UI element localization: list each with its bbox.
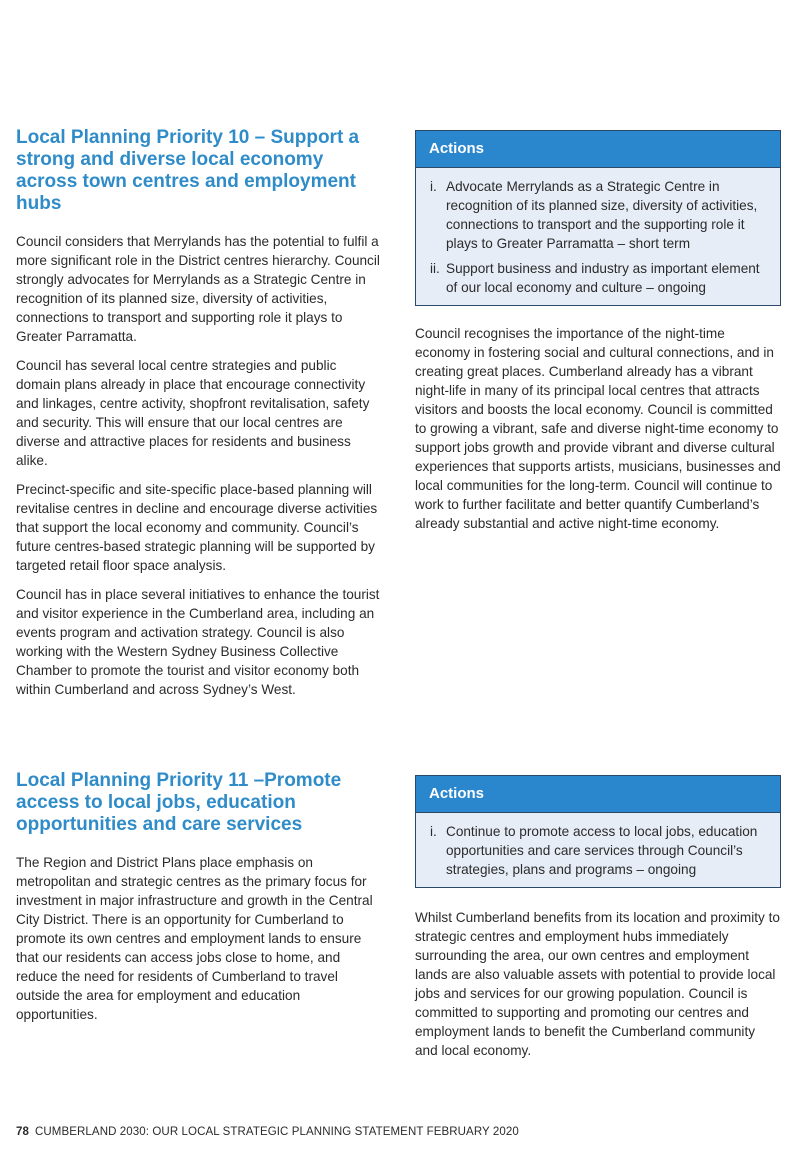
- actions-list: [416, 813, 780, 887]
- section-2-left: [16, 770, 381, 1034]
- paragraph: Council has several local centre strategies and public domain plans already in place that encourage connectivity and linkages, centre activity, shopfront revitalisation, safety and security. This will ensure that our local centres are diverse and attractive places for residents and business alike.: [16, 358, 370, 468]
- action-text: Support business and industry as important element of our local economy and culture – ongoing: [446, 261, 760, 295]
- action-text: Advocate Merrylands as a Strategic Centre in recognition of its planned size, diversity of activities, connections to transport and the supporting role it plays to Greater Parramatta – short term: [446, 179, 758, 251]
- paragraph: Council considers that Merrylands has the potential to fulfil a more significant role in the District centres hierarchy. Council strongly advocates for Merrylands as a Strategic Centre in recognition of its planned size, diversity of activities, connections to transport and supporting role it plays to Greater Parramatta.: [16, 234, 380, 344]
- action-number: i.: [430, 824, 437, 839]
- actions-box: [415, 775, 781, 888]
- actions-list: [416, 168, 780, 305]
- section-1-left: [16, 127, 381, 709]
- actions-header: Actions: [416, 776, 780, 813]
- action-item: [430, 177, 768, 253]
- section-heading: Local Planning Priority 11 –Promote access to local jobs, education opportunities and care services: [16, 770, 342, 835]
- action-item: [430, 259, 768, 297]
- action-number: ii.: [430, 261, 440, 276]
- action-text: Continue to promote access to local jobs, education opportunities and care services through Council’s strategies, plans and programs – ongoing: [446, 824, 758, 877]
- action-number: i.: [430, 179, 437, 194]
- paragraph: The Region and District Plans place emphasis on metropolitan and strategic centres as the primary focus for investment in major infrastructure and growth in the Central City District. There is an opportunity for Cumberland to promote its own centres and employment lands to ensure that our residents can access jobs close to home, and reduce the need for residents of Cumberland to travel outside the area for employment and education opportunities.: [16, 855, 373, 1022]
- actions-box: [415, 130, 781, 306]
- paragraph: Council has in place several initiatives to enhance the tourist and visitor experience in the Cumberland area, including an events program and activation strategy. Council is also working with the Western Sydney Business Collective Chamber to promote the tourist and visitor economy both within Cumberland and across Sydney’s West.: [16, 587, 380, 697]
- section-1-right: [415, 130, 781, 543]
- paragraph: Whilst Cumberland benefits from its location and proximity to strategic centres and employment hubs immediately surrounding the area, our own centres and employment lands are also valuable assets with potential to provide local jobs and services for our growing population. Council is committed to supporting and promoting our centres and employment lands to benefit the Cumberland community and local economy.: [415, 910, 780, 1058]
- paragraph: Precinct-specific and site-specific place-based planning will revitalise centres in decline and encourage diverse activities that support the local economy and community. Council’s future centres-based strategic planning will be supported by targeted retail floor space analysis.: [16, 482, 378, 573]
- section-heading: Local Planning Priority 10 – Support a strong and diverse local economy across town centres and employment hubs: [16, 127, 360, 214]
- paragraph: Council recognises the importance of the night-time economy in fostering social and cultural connections, and in creating great places. Cumberland already has a vibrant night-life in many of its principal local centres that attracts visitors and boosts the local economy. Council is committed to growing a vibrant, safe and diverse night-time economy to support jobs growth and provide vibrant and diverse cultural experiences that supports artists, musicians, businesses and local communities for the long-term. Council will continue to work to further facilitate and better quantify Cumberland’s already substantial and active night-time economy.: [415, 326, 781, 531]
- page-number: 78: [16, 1126, 29, 1138]
- footer-text: CUMBERLAND 2030: OUR LOCAL STRATEGIC PLANNING STATEMENT FEBRUARY 2020: [35, 1126, 519, 1138]
- section-2-right: [415, 775, 781, 1070]
- actions-header: Actions: [416, 131, 780, 168]
- page-footer: [16, 1126, 519, 1138]
- action-item: [430, 822, 768, 879]
